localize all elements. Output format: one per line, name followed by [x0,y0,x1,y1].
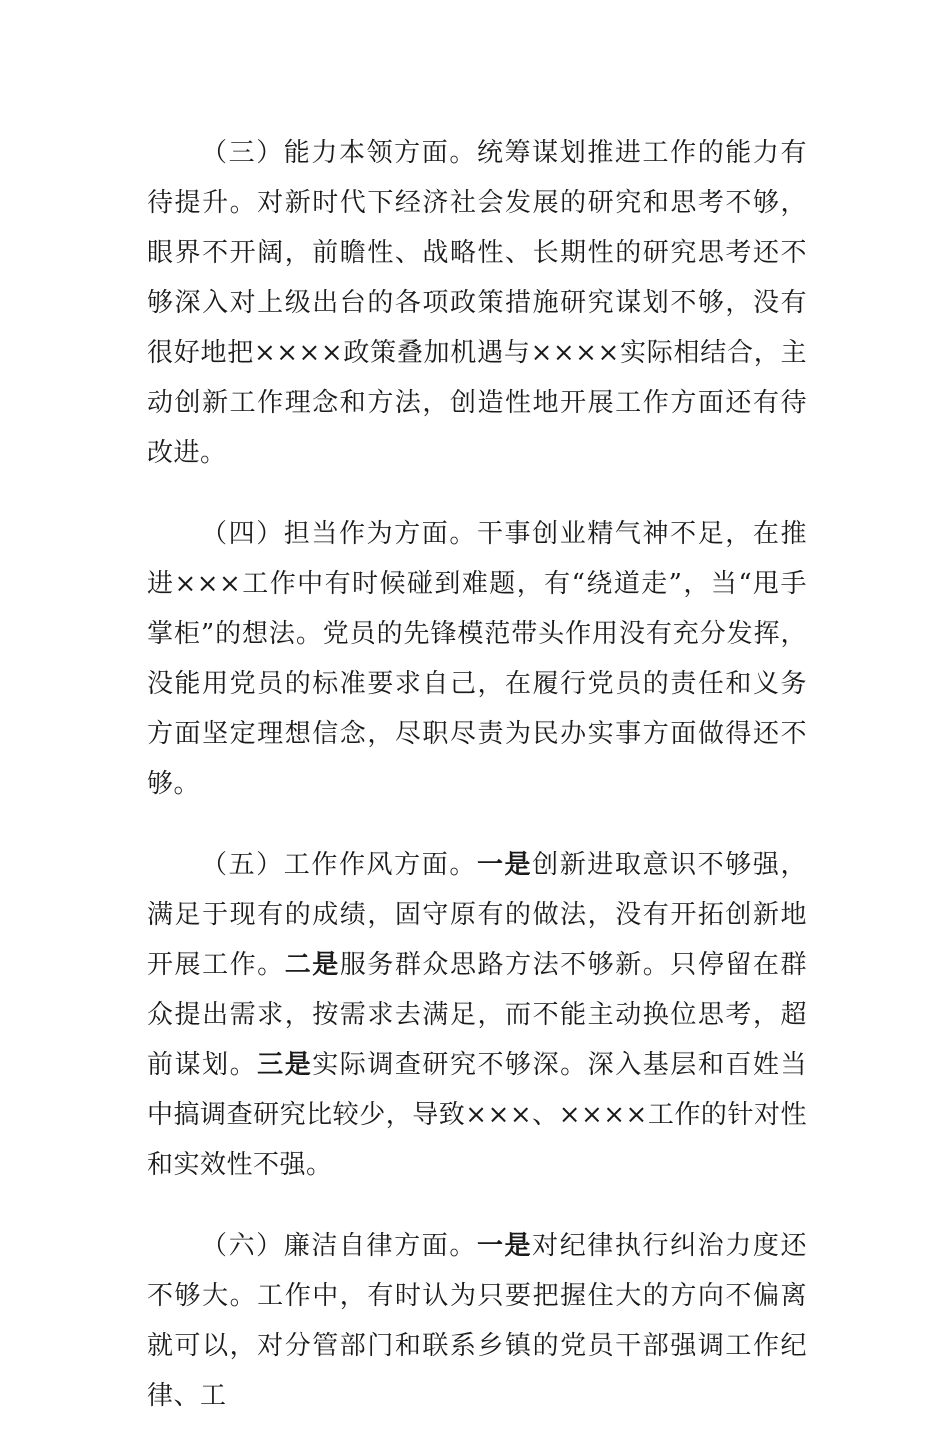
document-body [147,128,807,1452]
emphasis-third: 三是 [257,1050,313,1080]
paragraph-text: （五）工作作风方面。 [201,850,477,880]
paragraph-work-style [147,840,807,1190]
paragraph-text: （四）担当作为方面。干事创业精气神不足，在推进×××工作中有时候碰到难题，有“绕道走”，当“甩手掌柜”的想法。党员的先锋模范带头作用没有充分发挥，没能用党员的标准要求自己，在履行党员的责任和义务方面坚定理想信念，尽职尽责为民办实事方面做得还不够。 [147,519,807,799]
paragraph-responsibility [147,509,807,809]
emphasis-second: 二是 [284,950,340,980]
paragraph-text: 创新进取意识不够强，满足于现有的成绩，固守原有的做法，没有开拓创新地开展工作。 [147,850,807,980]
emphasis-first: 一是 [476,1231,533,1261]
paragraph-ability [147,128,807,478]
paragraph-text: 服务群众思路方法不够新。只停留在群众提出需求，按需求去满足，而不能主动换位思考，超前谋划。 [147,950,807,1080]
paragraph-text: 对纪律执行纠治力度还不够大。工作中，有时认为只要把握住大的方向不偏离就可以，对分管部门和联系乡镇的党员干部强调工作纪律、工 [147,1231,807,1411]
paragraph-text: 实际调查研究不够深。深入基层和百姓当中搞调查研究比较少，导致×××、××××工作的针对性和实效性不强。 [147,1050,807,1180]
paragraph-text: （三）能力本领方面。统筹谋划推进工作的能力有待提升。对新时代下经济社会发展的研究和思考不够，眼界不开阔，前瞻性、战略性、长期性的研究思考还不够深入对上级出台的各项政策措施研究谋划不够，没有很好地把××××政策叠加机遇与××××实际相结合，主动创新工作理念和方法，创造性地开展工作方面还有待改进。 [147,138,807,468]
emphasis-first: 一是 [476,850,533,880]
paragraph-integrity [147,1221,807,1421]
paragraph-text: （六）廉洁自律方面。 [201,1231,477,1261]
